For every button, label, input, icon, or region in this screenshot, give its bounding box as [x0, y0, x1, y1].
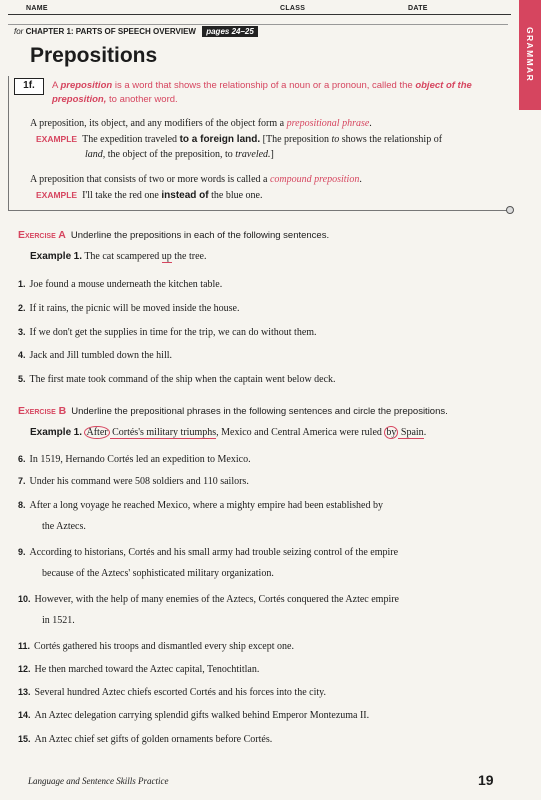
- rule-box-end-dot: [506, 206, 514, 214]
- example-1: EXAMPLE The expedition traveled to a foreign land. [The preposition to shows the relationship of land, the object of the preposition, to traveled.]: [36, 134, 443, 160]
- chapter-title: CHAPTER 1: PARTS OF SPEECH OVERVIEW: [25, 27, 196, 36]
- chapter-prefix: for: [14, 27, 24, 36]
- grammar-side-tab: [519, 0, 541, 110]
- list-item: 13. Several hundred Aztec chiefs escorted Cortés and his forces into the city.: [18, 687, 326, 698]
- footer-book-title: Language and Sentence Skills Practice: [28, 776, 169, 786]
- exercise-b-heading: Exercise B Underline the prepositional phrases in the following sentences and circle the prepositions.: [18, 405, 448, 417]
- list-item: 9. According to historians, Cortés and his small army had trouble seizing control of the empire: [18, 547, 399, 558]
- rule-id: 1f.: [14, 78, 44, 95]
- list-item: 6. In 1519, Hernando Cortés led an expedition to Mexico.: [18, 454, 251, 465]
- chapter-pages: pages 24–25: [202, 26, 258, 37]
- compound-preposition-paragraph: A preposition that consists of two or more words is called a compound preposition.: [30, 174, 362, 185]
- exercise-b-example: Example 1. After Cortés's military triumphs, Mexico and Central America were ruled by Spain.: [30, 427, 427, 438]
- page-title: Prepositions: [30, 44, 158, 67]
- date-label: DATE: [408, 5, 428, 12]
- list-item-continuation: the Aztecs.: [42, 521, 86, 532]
- list-item: 14. An Aztec delegation carrying splendid gifts walked behind Emperor Montezuma II.: [18, 710, 370, 721]
- list-item: 8. After a long voyage he reached Mexico, where a mighty empire had been established by: [18, 500, 383, 511]
- list-item: 3. If we don't get the supplies in time for the trip, we can do without them.: [18, 327, 317, 338]
- example-2: EXAMPLE I'll take the red one instead of the blue one.: [36, 190, 263, 201]
- class-label: CLASS: [280, 5, 306, 12]
- list-item: 5. The first mate took command of the ship when the captain went below deck.: [18, 374, 336, 385]
- list-item: 11. Cortés gathered his troops and dismantled every ship except one.: [18, 641, 294, 652]
- list-item-continuation: in 1521.: [42, 615, 75, 626]
- prepositional-phrase-paragraph: A preposition, its object, and any modifiers of the object form a prepositional phrase.: [30, 118, 372, 129]
- header-rule: [8, 14, 511, 15]
- side-tab-label: GRAMMAR: [525, 27, 535, 83]
- list-item: 15. An Aztec chief set gifts of golden ornaments before Cortés.: [18, 734, 273, 745]
- exercise-a-heading: Exercise A Underline the prepositions in each of the following sentences.: [18, 229, 330, 241]
- name-label: NAME: [26, 5, 48, 12]
- list-item: 12. He then marched toward the Aztec capital, Tenochtitlan.: [18, 664, 260, 675]
- list-item: 4. Jack and Jill tumbled down the hill.: [18, 350, 172, 361]
- list-item: 10. However, with the help of many enemies of the Aztecs, Cortés conquered the Aztec empire: [18, 594, 399, 605]
- rule-definition: A preposition is a word that shows the relationship of a noun or a pronoun, called the object of the preposition, to another word.: [52, 80, 472, 105]
- page-number: 19: [478, 772, 494, 788]
- list-item: 1. Joe found a mouse underneath the kitchen table.: [18, 279, 223, 290]
- exercise-a-example: Example 1. The cat scampered up the tree.: [30, 251, 207, 262]
- list-item: 7. Under his command were 508 soldiers and 110 sailors.: [18, 476, 249, 487]
- chapter-heading: [14, 27, 258, 36]
- list-item-continuation: because of the Aztecs' sophisticated military organization.: [42, 568, 274, 579]
- list-item: 2. If it rains, the picnic will be moved inside the house.: [18, 303, 240, 314]
